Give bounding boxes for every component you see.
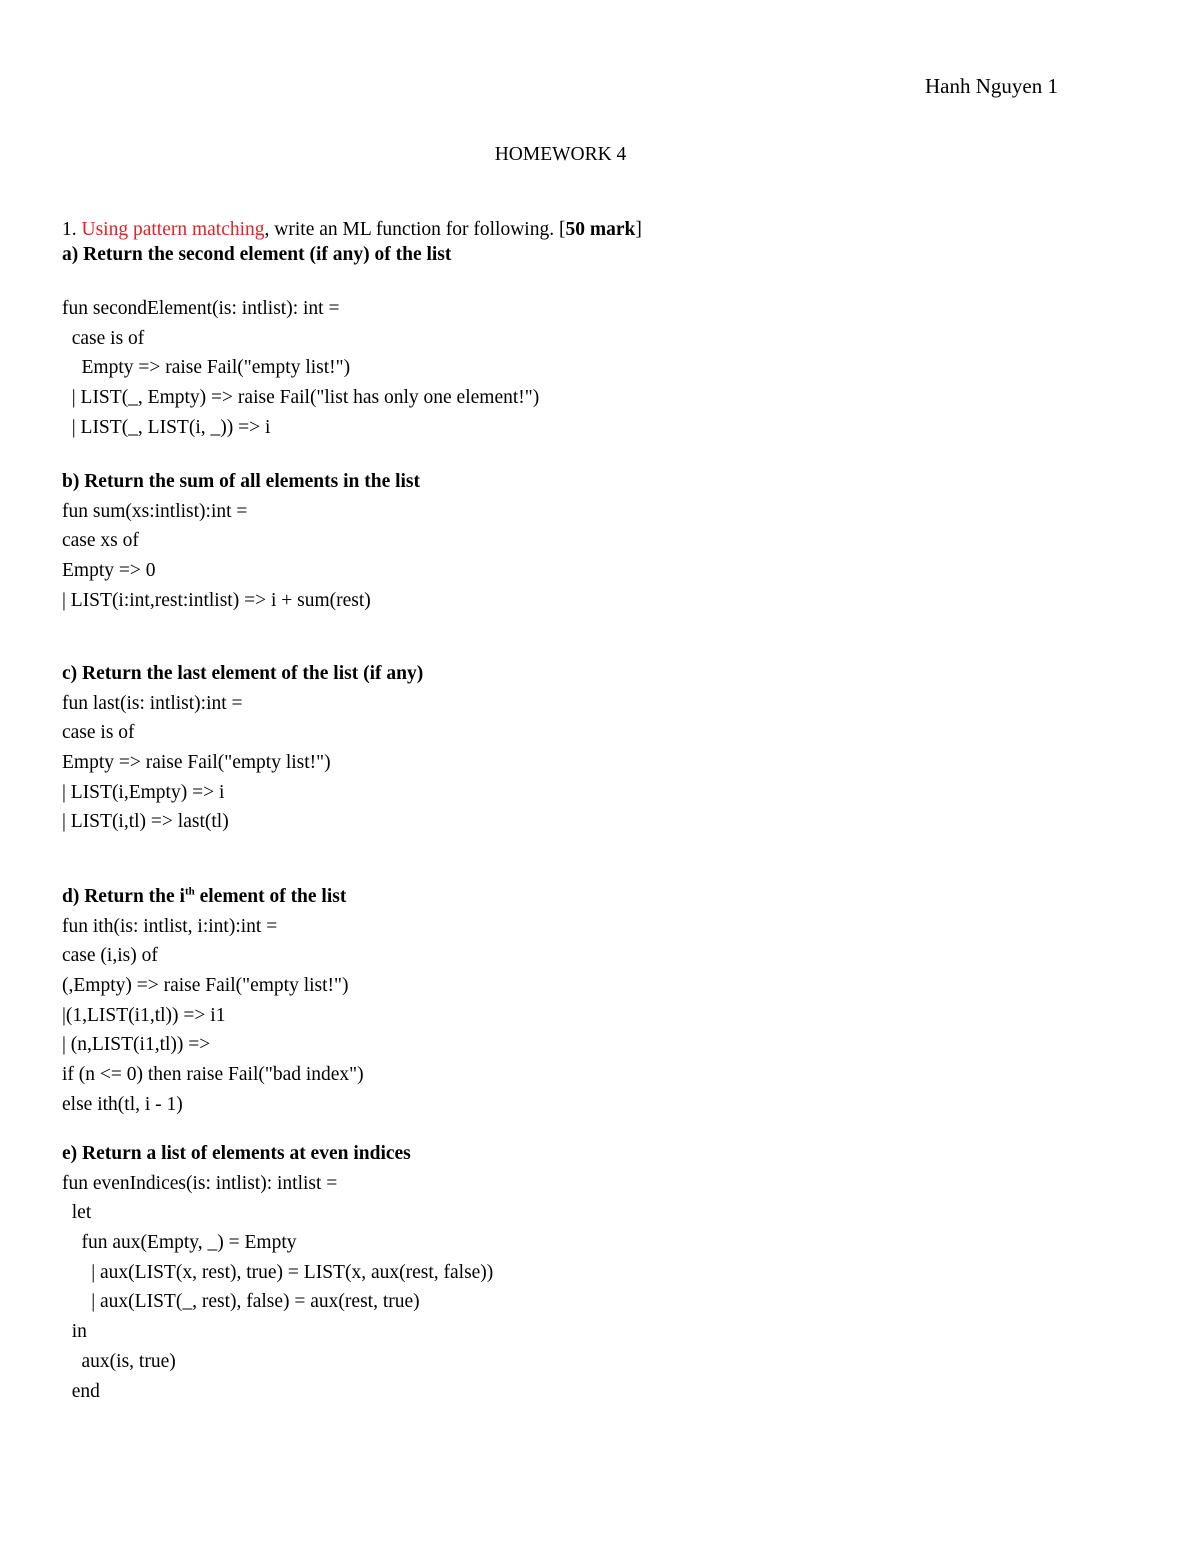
page-header-name: Hanh Nguyen 1 [925, 74, 1058, 98]
code-line: case xs of [62, 530, 139, 552]
code-line: in [62, 1321, 87, 1343]
code-line: case (i,is) of [62, 945, 158, 967]
part-c [62, 659, 423, 837]
code-line: fun secondElement(is: intlist): int = [62, 298, 340, 319]
question-number: 1. [62, 219, 82, 240]
part-e [62, 1139, 493, 1406]
part-d-heading-pre: d) Return the i [62, 886, 185, 907]
part-d-heading-post: element of the list [194, 886, 347, 907]
question-text: , write an ML function for following. [ [264, 219, 566, 240]
question-mark: 50 mark [565, 219, 636, 240]
part-a-code [62, 294, 539, 442]
code-line: Empty => raise Fail("empty list!") [62, 357, 351, 379]
code-line: | aux(LIST(x, rest), true) = LIST(x, aux(rest, false)) [62, 1261, 494, 1283]
code-line: | LIST(i,Empty) => i [62, 781, 225, 803]
code-line: let [62, 1202, 92, 1224]
code-line: case is of [62, 722, 135, 744]
part-e-heading: e) Return a list of elements at even indices [62, 1143, 411, 1164]
part-a [62, 240, 451, 270]
part-b-heading: b) Return the sum of all elements in the list [62, 471, 421, 492]
code-line: | LIST(_, LIST(i, _)) => i [62, 416, 271, 438]
part-d-heading [62, 882, 364, 912]
question-close: ] [635, 219, 642, 240]
code-line: if (n <= 0) then raise Fail("bad index") [62, 1064, 364, 1086]
code-line: (,Empty) => raise Fail("empty list!") [62, 975, 349, 997]
code-line: case is of [62, 327, 145, 349]
code-line: end [62, 1380, 100, 1402]
part-a-heading: a) Return the second element (if any) of the list [62, 244, 452, 265]
part-d [62, 882, 364, 1120]
document-title: HOMEWORK 4 [494, 144, 627, 165]
code-line: | aux(LIST(_, rest), false) = aux(rest, true) [62, 1291, 420, 1313]
code-line: Empty => raise Fail("empty list!") [62, 752, 331, 774]
part-b [62, 467, 420, 615]
code-line: | LIST(_, Empty) => raise Fail("list has only one element!") [62, 387, 540, 409]
code-line: fun last(is: intlist):int = [62, 692, 243, 714]
part-d-heading-sup: th [184, 885, 195, 898]
code-line: | LIST(i:int,rest:intlist) => i + sum(rest) [62, 589, 371, 611]
code-line: |(1,LIST(i1,tl)) => i1 [62, 1004, 226, 1026]
code-line: | LIST(i,tl) => last(tl) [62, 811, 229, 833]
code-line: fun aux(Empty, _) = Empty [62, 1232, 297, 1254]
code-line: | (n,LIST(i1,tl)) => [62, 1034, 211, 1056]
part-c-heading: c) Return the last element of the list (if any) [62, 663, 424, 684]
question-highlight: Using pattern matching [81, 219, 265, 240]
code-line: else ith(tl, i - 1) [62, 1093, 183, 1115]
code-line: Empty => 0 [62, 560, 156, 582]
code-line: fun sum(xs:intlist):int = [62, 500, 248, 522]
code-line: fun evenIndices(is: intlist): intlist = [62, 1172, 338, 1194]
code-line: aux(is, true) [62, 1350, 176, 1372]
code-line: fun ith(is: intlist, i:int):int = [62, 915, 278, 937]
